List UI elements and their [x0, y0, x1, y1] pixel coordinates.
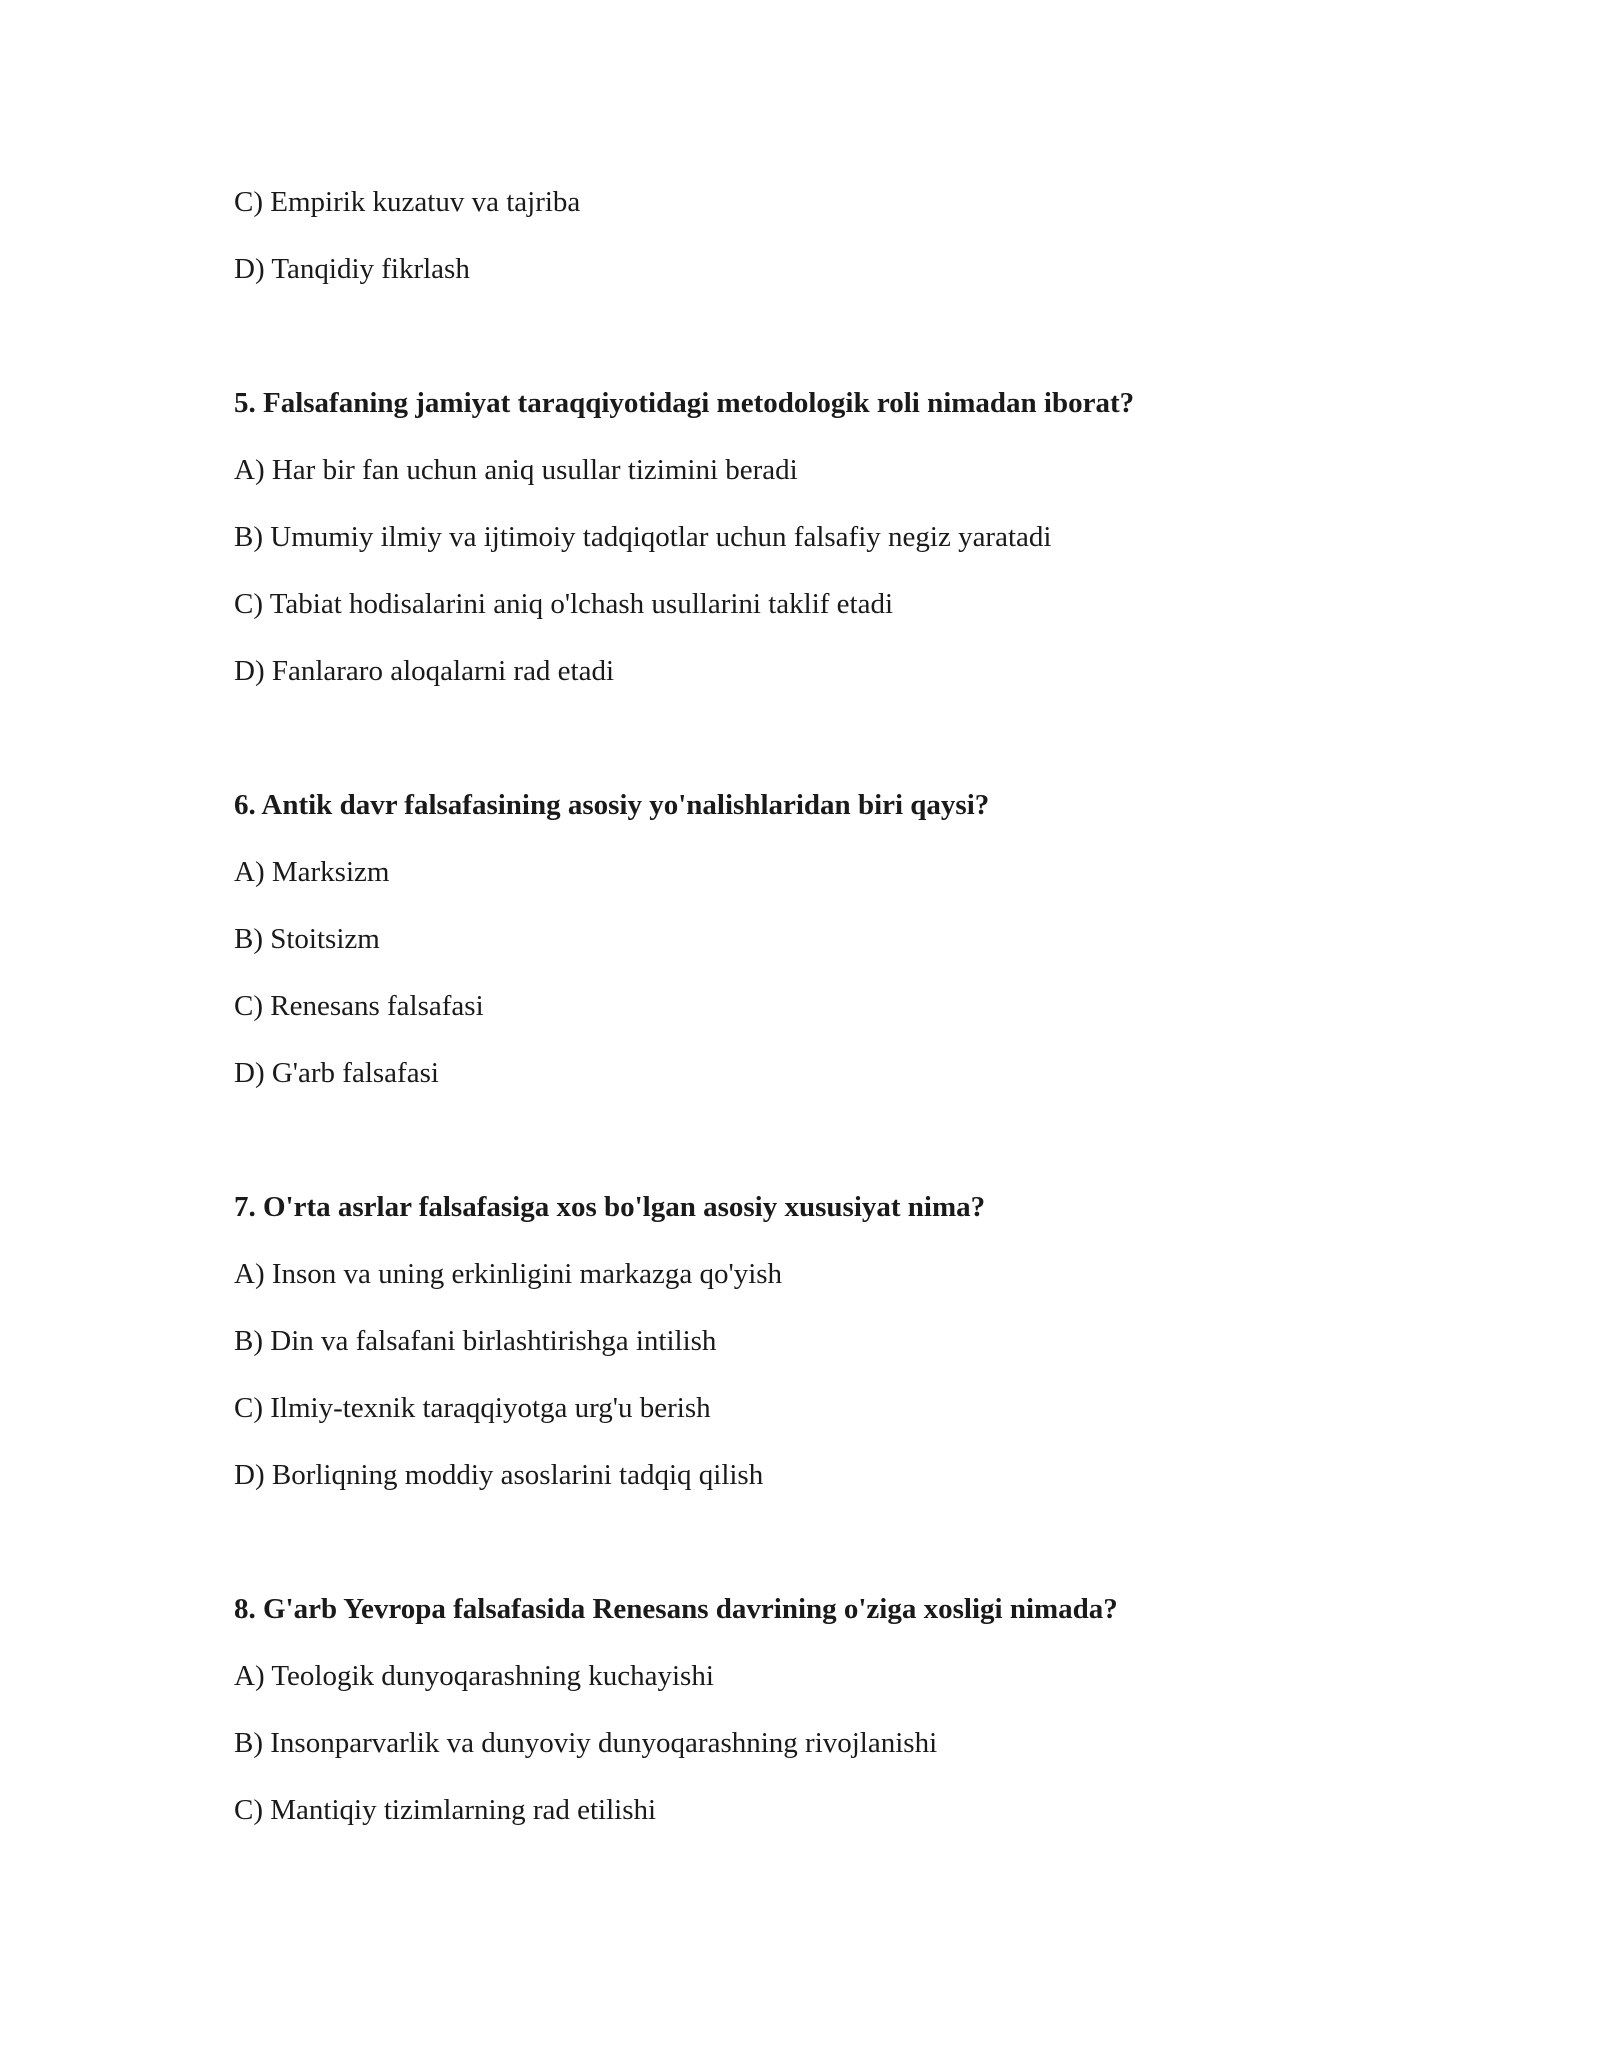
option-line: A) Teologik dunyoqarashning kuchayishi — [234, 1660, 714, 1692]
section-gap — [234, 1522, 1384, 1589]
option-line: D) Tanqidiy fikrlash — [234, 253, 470, 285]
option-line: D) Borliqning moddiy asoslarini tadqiq qilish — [234, 1459, 764, 1491]
option-line: D) G'arb falsafasi — [234, 1057, 439, 1089]
section-gap — [234, 316, 1384, 383]
option-line: C) Ilmiy-texnik taraqqiyotga urg'u berish — [234, 1392, 711, 1424]
quiz-content — [234, 182, 1384, 1857]
option-line: C) Tabiat hodisalarini aniq o'lchash usullarini taklif etadi — [234, 588, 894, 620]
option-line: B) Din va falsafani birlashtirishga intilish — [234, 1325, 717, 1357]
section-gap — [234, 1120, 1384, 1187]
question-title: 5. Falsafaning jamiyat taraqqiyotidagi metodologik roli nimadan iborat? — [234, 387, 1135, 419]
option-line: C) Renesans falsafasi — [234, 990, 484, 1022]
section-gap — [234, 718, 1384, 785]
option-line: A) Har bir fan uchun aniq usullar tizimini beradi — [234, 454, 798, 486]
question-title: 8. G'arb Yevropa falsafasida Renesans davrining o'ziga xosligi nimada? — [234, 1593, 1118, 1625]
option-line: B) Stoitsizm — [234, 923, 380, 955]
option-line: B) Insonparvarlik va dunyoviy dunyoqarashning rivojlanishi — [234, 1727, 938, 1759]
question-title: 6. Antik davr falsafasining asosiy yo'nalishlaridan biri qaysi? — [234, 789, 990, 821]
question-title: 7. O'rta asrlar falsafasiga xos bo'lgan asosiy xususiyat nima? — [234, 1191, 986, 1223]
option-line: A) Inson va uning erkinligini markazga qo'yish — [234, 1258, 783, 1290]
option-line: D) Fanlararo aloqalarni rad etadi — [234, 655, 615, 687]
option-line: C) Empirik kuzatuv va tajriba — [234, 186, 581, 218]
option-line: C) Mantiqiy tizimlarning rad etilishi — [234, 1794, 657, 1826]
option-line: B) Umumiy ilmiy va ijtimoiy tadqiqotlar uchun falsafiy negiz yaratadi — [234, 521, 1052, 553]
option-line: A) Marksizm — [234, 856, 390, 888]
